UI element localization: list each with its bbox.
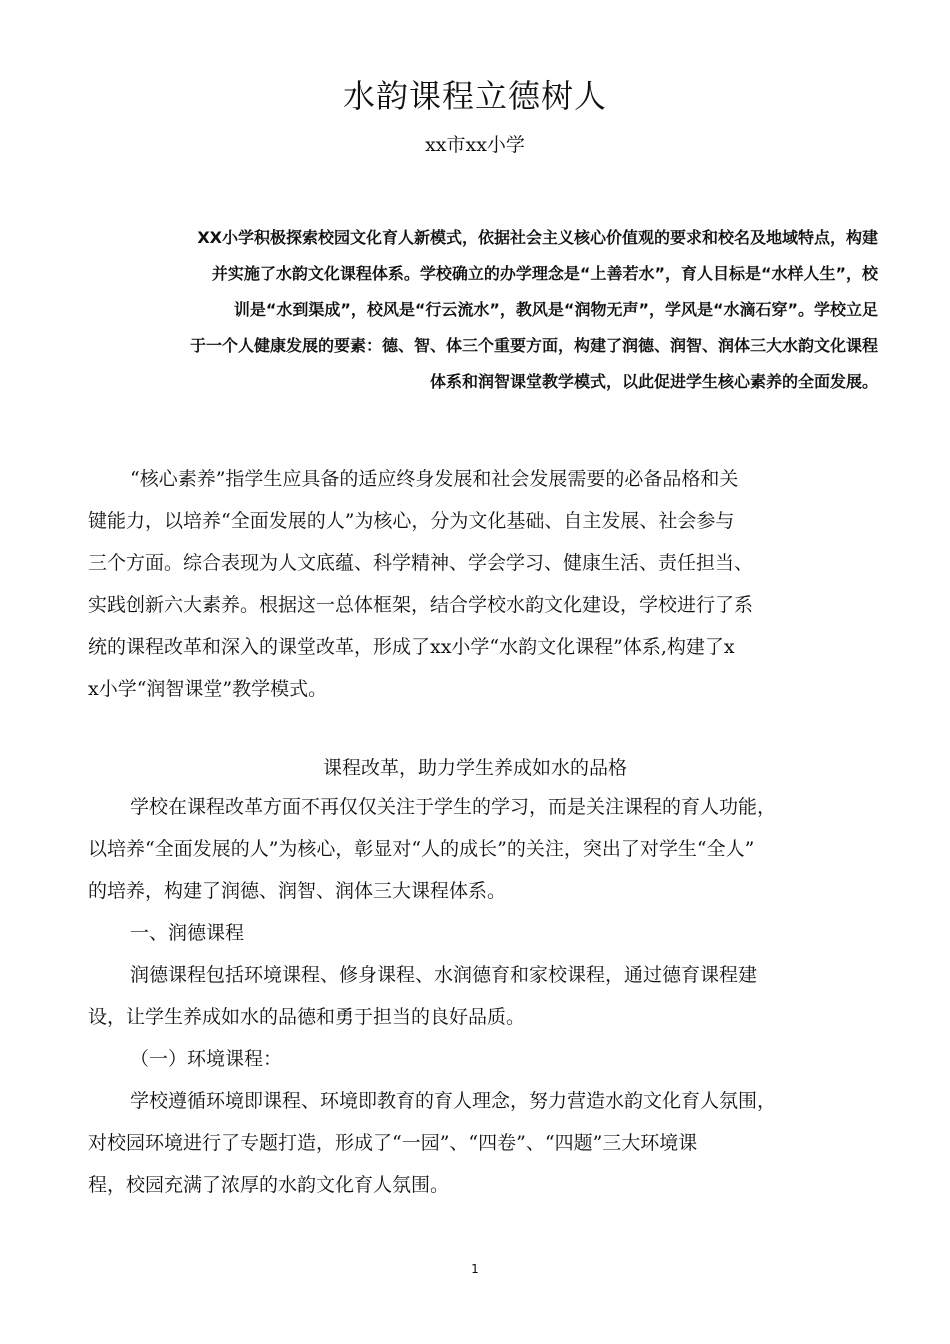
intro-line: 键能力，以培养“全面发展的人”为核心，分为文化基础、自主发展、社会参与: [88, 510, 735, 532]
intro-line: 统的课程改革和深入的课堂改革，形成了xx小学“水韵文化课程”体系,构建了x: [88, 636, 735, 658]
subsubsection-heading: （一）环境课程：: [130, 1048, 283, 1070]
intro-line: 三个方面。综合表现为人文底蕴、科学精神、学会学习、健康生活、责任担当、: [88, 552, 754, 574]
section-line: 学校遵循环境即课程、环境即教育的育人理念，努力营造水韵文化育人氛围，: [130, 1090, 777, 1112]
intro-line: 实践创新六大素养。根据这一总体框架，结合学校水韵文化建设，学校进行了系: [88, 594, 754, 616]
section-line: 设，让学生养成如水的品德和勇于担当的良好品质。: [88, 1006, 526, 1028]
abstract: [95, 220, 878, 400]
section-body: [88, 786, 878, 1206]
intro-line: x小学“润智课堂”教学模式。: [88, 678, 328, 700]
document-author: xx市xx小学: [425, 134, 525, 156]
abstract-line: 并实施了水韵文化课程体系。学校确立的办学理念是“上善若水”，育人目标是“水样人生”，校: [211, 264, 878, 283]
document-title: 水韵课程立德树人: [342, 77, 607, 115]
intro-paragraph: [88, 458, 878, 710]
abstract-line: 体系和润智课堂教学模式，以此促进学生核心素养的全面发展。: [429, 372, 878, 391]
subsection-heading: 一、润德课程: [130, 922, 245, 944]
page-number: 1: [471, 1262, 479, 1276]
section-line: 学校在课程改革方面不再仅仅关注于学生的学习，而是关注课程的育人功能，: [130, 796, 777, 818]
abstract-line: XX小学积极探索校园文化育人新模式，依据社会主义核心价值观的要求和校名及地域特点，构建: [197, 228, 878, 247]
section-line: 程，校园充满了浓厚的水韵文化育人氛围。: [88, 1174, 450, 1196]
section-line: 对校园环境进行了专题打造，形成了“一园”、“四卷”、“四题”三大环境课: [88, 1132, 698, 1154]
section-heading: 课程改革，助力学生养成如水的品格: [322, 757, 627, 779]
section-line: 润德课程包括环境课程、修身课程、水润德育和家校课程，通过德育课程建: [130, 964, 758, 986]
abstract-line: 于一个人健康发展的要素：德、智、体三个重要方面，构建了润德、润智、润体三大水韵文化课程: [189, 336, 878, 355]
abstract-line: 训是“水到渠成”，校风是“行云流水”，教风是“润物无声”，学风是“水滴石穿”。学校立足: [233, 300, 878, 319]
section-line: 的培养，构建了润德、润智、润体三大课程体系。: [88, 880, 507, 902]
intro-line: “核心素养”指学生应具备的适应终身发展和社会发展需要的必备品格和关: [130, 468, 739, 490]
section-line: 以培养“全面发展的人”为核心，彰显对“人的成长”的关注，突出了对学生“全人”: [88, 838, 755, 860]
